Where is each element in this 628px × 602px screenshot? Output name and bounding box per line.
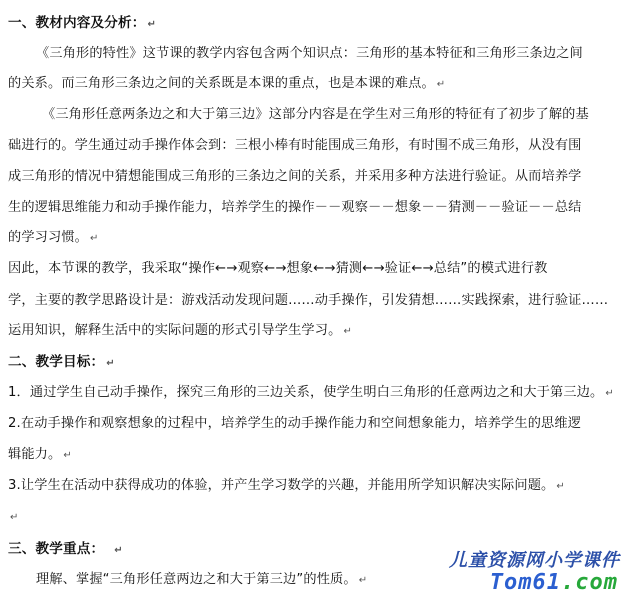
paragraph-line: 理解、掌握“三角形任意两边之和大于第三边”的性质。 ↵ bbox=[36, 572, 368, 587]
paragraph-mark-icon: ↵ bbox=[436, 79, 446, 90]
watermark-title: 儿童资源网小学课件 bbox=[449, 550, 620, 571]
paragraph-line: 的关系。而三角形三条边之间的关系既是本课的重点，也是本课的难点。 ↵ bbox=[8, 76, 446, 91]
watermark-url: Tom61.com bbox=[489, 570, 618, 595]
paragraph-mark-icon: ↵ bbox=[114, 545, 123, 556]
paragraph-line: 因此，本节课的教学，我采取“操作←→观察←→想象←→猜测←→验证←→总结”的模式进行教 bbox=[8, 261, 548, 276]
paragraph-mark-icon: ↵ bbox=[147, 19, 156, 30]
empty-line bbox=[8, 508, 19, 527]
section-heading-2: 二、教学目标： ↵ bbox=[8, 354, 115, 370]
paragraph-line: 学，主要的教学思路设计是：游戏活动发现问题……动手操作，引发猜想……实践探索，进行验证…… bbox=[8, 293, 609, 308]
paragraph-mark-icon: ↵ bbox=[90, 233, 99, 244]
paragraph-mark-icon: ↵ bbox=[10, 512, 19, 523]
paragraph-line: 成三角形的情况中猜想能围成三角形的三条边之间的关系，并采用多种方法进行验证。从而培养学 bbox=[8, 169, 582, 184]
paragraph-mark-icon: ↵ bbox=[358, 575, 368, 586]
paragraph-line: 《三角形的特性》这节课的教学内容包含两个知识点：三角形的基本特征和三角形三条边之间 bbox=[36, 46, 583, 61]
site-watermark bbox=[422, 546, 622, 600]
objective-item-2: 2.在动手操作和观察想象的过程中，培养学生的动手操作能力和空间想象能力，培养学生的思维逻 bbox=[8, 416, 582, 431]
section-heading-3: 三、教学重点： ↵ bbox=[8, 541, 123, 557]
objective-item-1: 1．通过学生自己动手操作，探究三角形的三边关系，使学生明白三角形的任意两边之和大于第三边。 ↵ bbox=[8, 385, 614, 400]
paragraph-mark-icon: ↵ bbox=[106, 358, 115, 369]
paragraph-mark-icon: ↵ bbox=[556, 481, 565, 492]
paragraph-line: 运用知识，解释生活中的实际问题的形式引导学生学习。 ↵ bbox=[8, 323, 352, 338]
paragraph-line: 的学习习惯。 ↵ bbox=[8, 230, 99, 245]
section-heading-1: 一、教材内容及分析： ↵ bbox=[8, 15, 156, 31]
paragraph-mark-icon: ↵ bbox=[63, 450, 72, 461]
paragraph-line: 础进行的。学生通过动手操作体会到：三根小棒有时能围成三角形，有时围不成三角形，从没有围 bbox=[8, 138, 582, 153]
paragraph-line: 生的逻辑思维能力和动手操作能力，培养学生的操作－－观察－－想象－－猜测－－验证－－总结 bbox=[8, 200, 582, 215]
paragraph-line: 《三角形任意两条边之和大于第三边》这部分内容是在学生对三角形的特征有了初步了解的基 bbox=[42, 107, 589, 122]
paragraph-mark-icon: ↵ bbox=[605, 388, 614, 399]
objective-item-3: 3.让学生在活动中获得成功的体验，并产生学习数学的兴趣，并能用所学知识解决实际问题。 ↵ bbox=[8, 478, 565, 493]
paragraph-mark-icon: ↵ bbox=[343, 326, 352, 337]
paragraph-line: 辑能力。 ↵ bbox=[8, 447, 72, 462]
